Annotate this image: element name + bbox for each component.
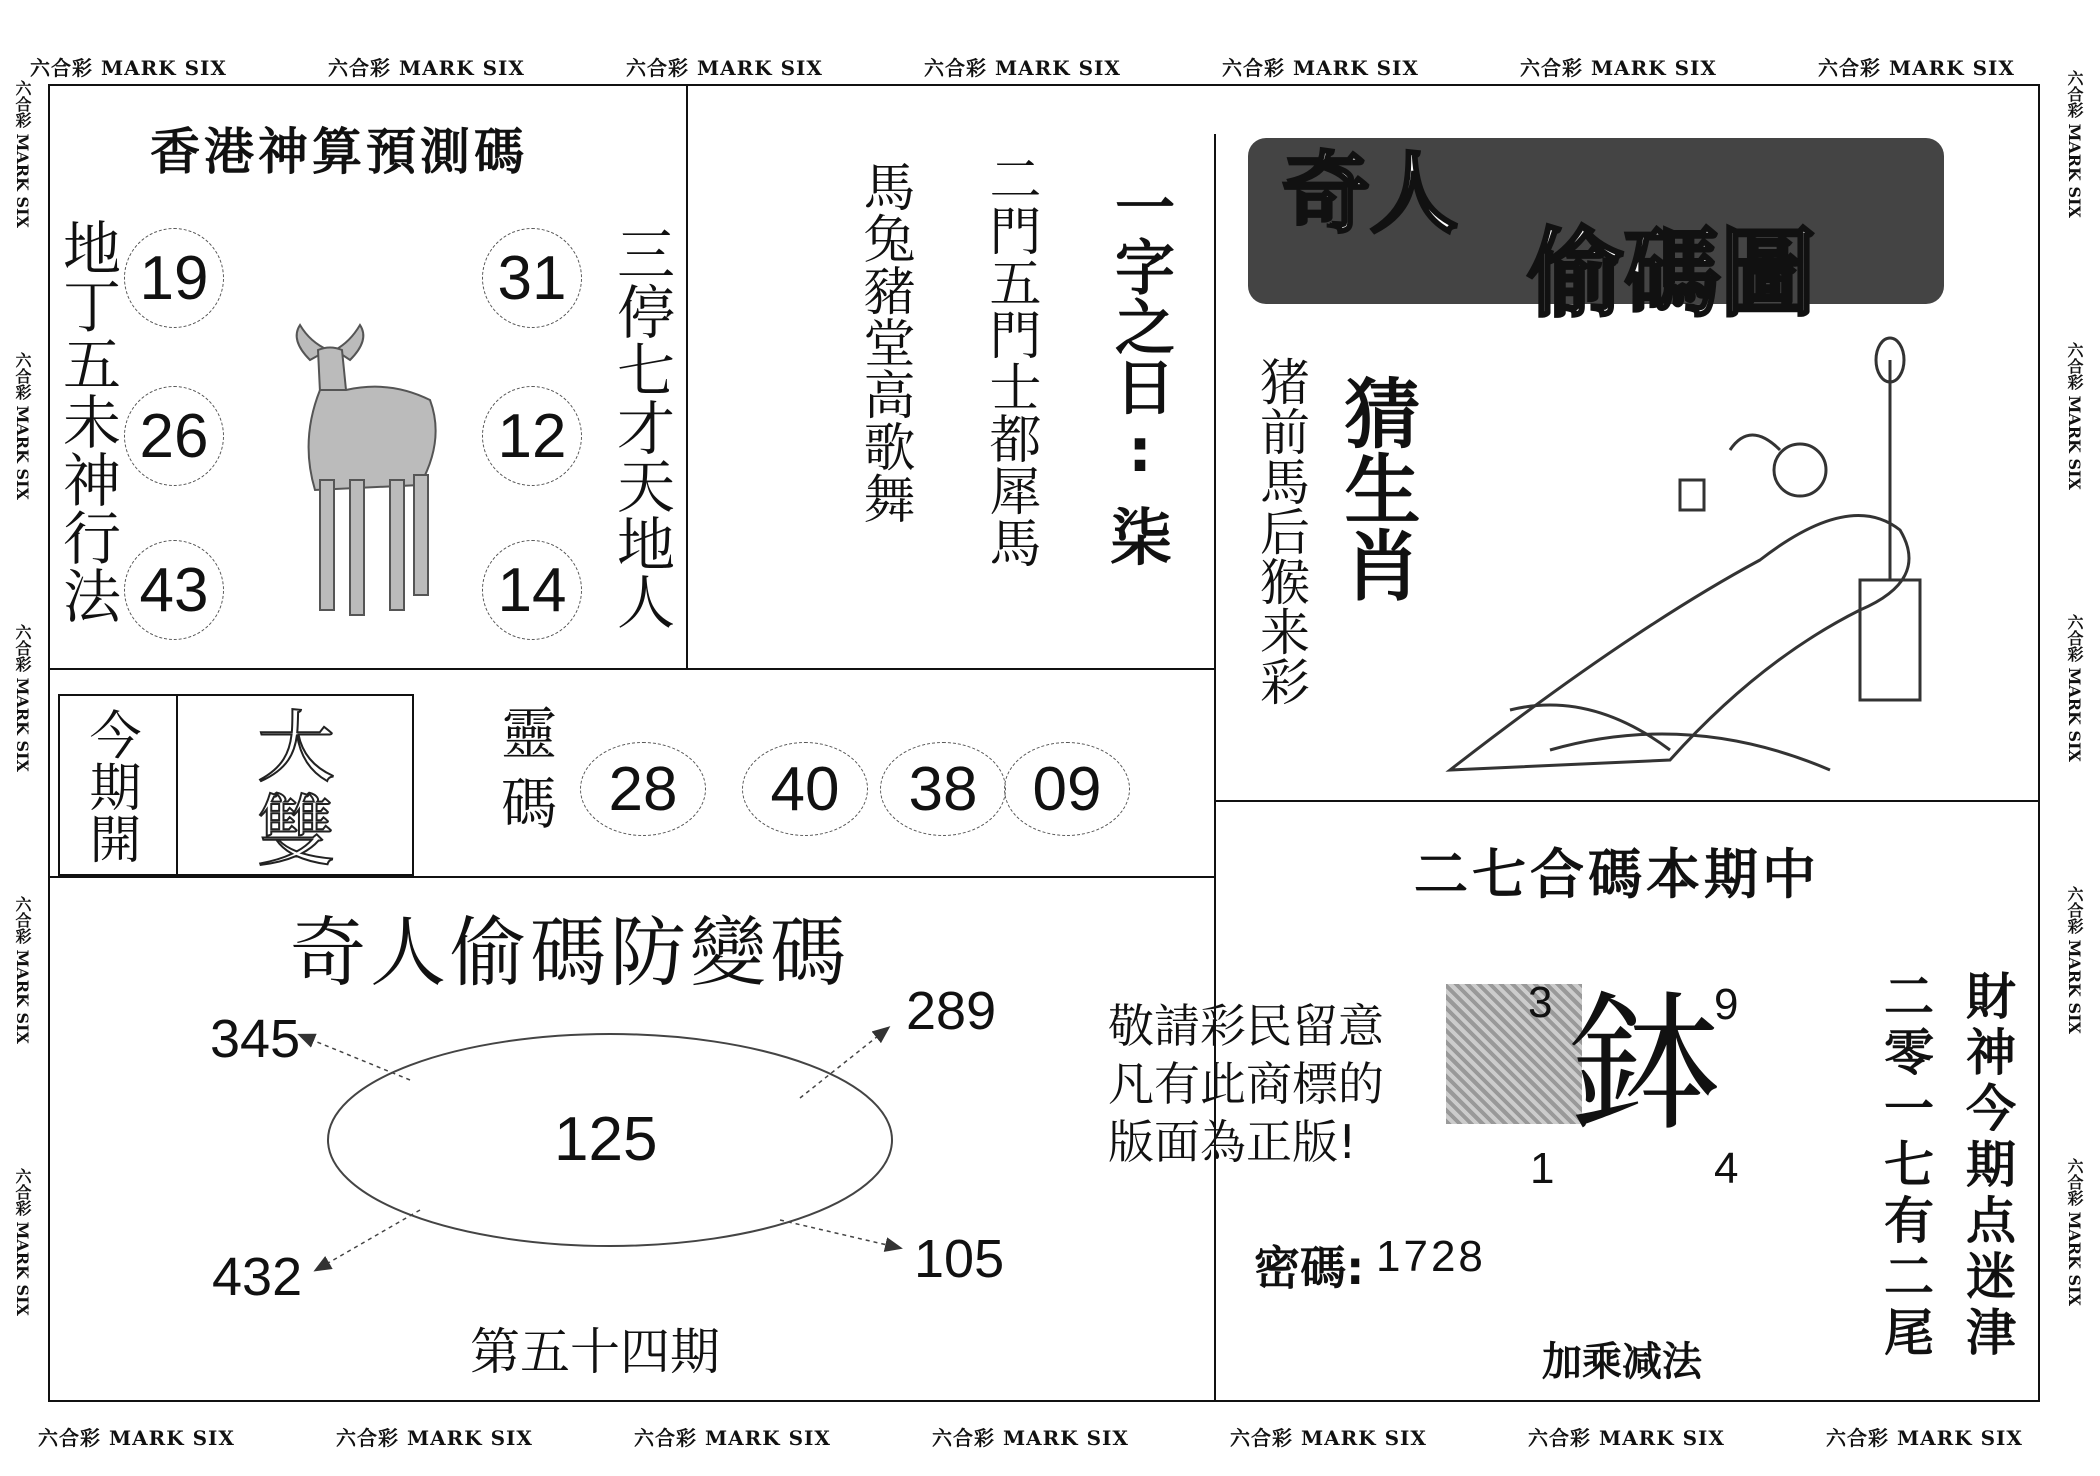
arrow-number: 432 (212, 1247, 303, 1307)
big-character: 鉢 (1570, 978, 1721, 1152)
banner-title-b: 偷碼圖 (1528, 218, 1816, 330)
watermark: 六合彩 MARK SIX (13, 624, 32, 772)
predict-left-column: 地丁五未神行法 (53, 218, 121, 624)
watermark: 六合彩 MARK SIX (2065, 1158, 2084, 1306)
goat-illustration (280, 320, 460, 630)
watermark: 六合彩 MARK SIX (38, 1426, 235, 1450)
notice-line: 凡有此商標的 (1108, 1057, 1384, 1111)
watermark: 六合彩 MARK SIX (2065, 886, 2084, 1034)
day-character-label: 一字之日: (1105, 176, 1175, 486)
center-number: 125 (554, 1105, 658, 1174)
method-label: 加乘减法 (1542, 1339, 1702, 1385)
watermark: 六合彩 MARK SIX (336, 1426, 533, 1450)
number-ball: 26 (124, 386, 224, 486)
number-ball: 31 (482, 228, 582, 328)
predict-title: 香港神算預測碼 (150, 123, 528, 181)
number-ball: 28 (580, 742, 706, 836)
watermark: 六合彩 MARK SIX (1520, 56, 1717, 80)
divider (176, 694, 178, 876)
current-value: 大雙 (244, 706, 334, 874)
two-seven-title: 二七合碼本期中 (1414, 843, 1820, 906)
corner-number: 1 (1530, 1144, 1555, 1193)
corner-number: 9 (1714, 980, 1739, 1029)
watermark: 六合彩 MARK SIX (2065, 342, 2084, 490)
period-label: 第五十四期 (470, 1323, 720, 1381)
password-value: 1728 (1376, 1232, 1486, 1281)
hint-column: 二零一七有二尾 (1876, 970, 1934, 1362)
number-ball: 09 (1004, 742, 1130, 836)
guess-zodiac-column: 猪前馬后猴来彩 (1252, 356, 1310, 706)
watermark: 六合彩 MARK SIX (13, 896, 32, 1044)
number-ball: 38 (880, 742, 1006, 836)
watermark: 六合彩 MARK SIX (924, 56, 1121, 80)
watermark: 六合彩 MARK SIX (2065, 70, 2084, 218)
watermark: 六合彩 MARK SIX (13, 352, 32, 500)
hint-column: 財神今期点迷津 (1958, 970, 2016, 1362)
divider (1214, 800, 2040, 802)
divider (1214, 134, 1216, 1402)
watermark: 六合彩 MARK SIX (1230, 1426, 1427, 1450)
ling-code-label: 靈碼 (492, 704, 557, 844)
watermark: 六合彩 MARK SIX (30, 56, 227, 80)
watermark: 六合彩 MARK SIX (1528, 1426, 1725, 1450)
day-character-value: 柒 (1110, 501, 1173, 574)
watermark: 六合彩 MARK SIX (13, 1168, 32, 1316)
number-ball: 12 (482, 386, 582, 486)
divider (48, 668, 1215, 670)
watermark: 六合彩 MARK SIX (2065, 614, 2084, 762)
password-label: 密碼: (1254, 1241, 1365, 1295)
watermark: 六合彩 MARK SIX (328, 56, 525, 80)
number-ball: 14 (482, 540, 582, 640)
watermark: 六合彩 MARK SIX (1818, 56, 2015, 80)
predict-right-column: 三停七才天地人 (607, 224, 675, 630)
watermark: 六合彩 MARK SIX (13, 80, 32, 228)
watermark: 六合彩 MARK SIX (1826, 1426, 2023, 1450)
banner-title-a: 奇人 (1282, 142, 1459, 245)
verse-column: 二門五門士都犀馬 (980, 152, 1040, 568)
divider (686, 84, 688, 669)
notice-line: 版面為正版! (1108, 1115, 1357, 1169)
verse-column: 馬兔豬堂高歌舞 (854, 160, 914, 524)
arrow-number: 289 (906, 981, 997, 1041)
number-ball: 43 (124, 540, 224, 640)
scholar-illustration (1430, 330, 2000, 800)
guess-zodiac-label: 猜生肖 (1332, 374, 1421, 602)
watermark: 六合彩 MARK SIX (634, 1426, 831, 1450)
corner-number: 3 (1528, 978, 1553, 1027)
anti-change-title: 奇人偷碼防變碼 (290, 908, 850, 997)
corner-number: 4 (1714, 1144, 1739, 1193)
divider (48, 876, 1215, 878)
number-ball: 40 (742, 742, 868, 836)
current-label: 今期開 (80, 708, 140, 864)
arrow-number: 105 (914, 1229, 1005, 1289)
watermark: 六合彩 MARK SIX (626, 56, 823, 80)
watermark: 六合彩 MARK SIX (932, 1426, 1129, 1450)
arrow-number: 345 (210, 1009, 301, 1069)
watermark: 六合彩 MARK SIX (1222, 56, 1419, 80)
notice-line: 敬請彩民留意 (1108, 999, 1384, 1053)
trademark-stamp-icon (1446, 984, 1582, 1124)
number-ball: 19 (124, 228, 224, 328)
